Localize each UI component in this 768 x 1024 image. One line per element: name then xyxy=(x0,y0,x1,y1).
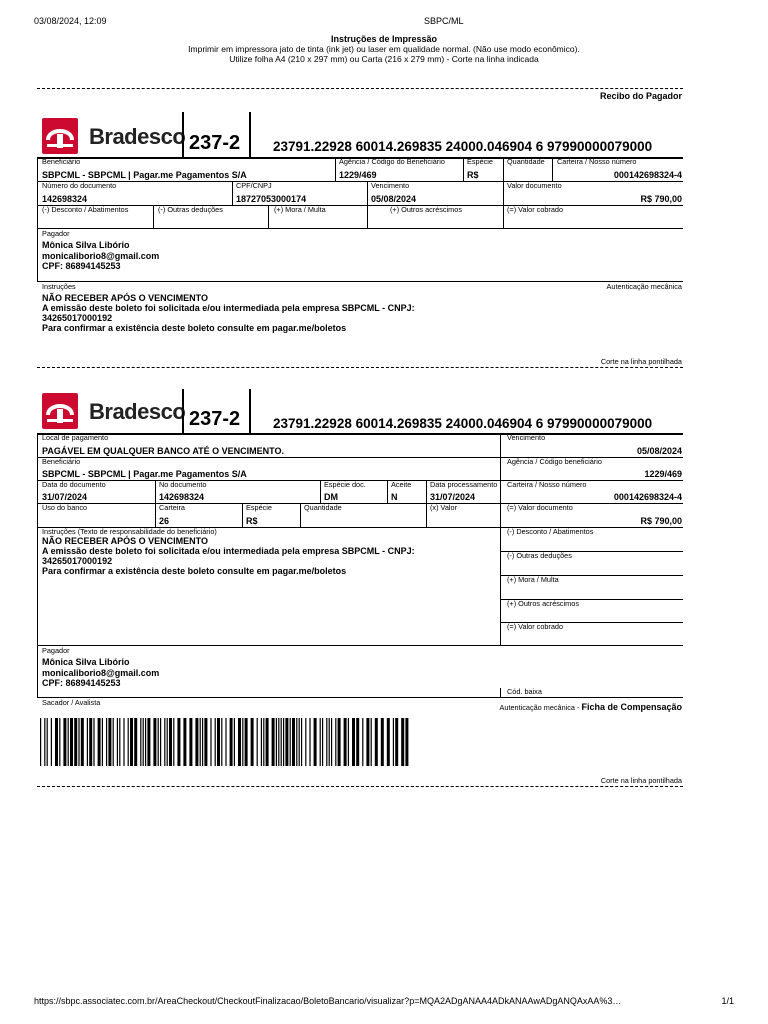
page-number: 1/1 xyxy=(721,996,734,1006)
instructions-title: Instruções de Impressão xyxy=(330,34,438,44)
label-uso-banco: Uso do banco xyxy=(42,503,88,512)
label-num-doc: No documento xyxy=(159,480,207,489)
instructions-line-2: Utilize folha A4 (210 x 297 mm) ou Carta (216 x 279 mm) - Corte na linha indicada xyxy=(229,54,539,64)
label-outros-acrescimos: (+) Outros acréscimos xyxy=(390,205,462,214)
value-vencimento: 05/08/2024 xyxy=(371,194,417,204)
value-local-pagamento: PAGÁVEL EM QUALQUER BANCO ATÉ O VENCIMENTO. xyxy=(42,446,285,456)
cut-label-1: Corte na linha pontilhada xyxy=(600,357,682,366)
label-instrucoes-2: Instruções (Texto de responsabilidade do beneficiário) xyxy=(42,527,217,536)
instruction-2-line-3: 34265017000192 xyxy=(42,556,113,566)
pagador-email-2: monicaliborio8@gmail.com xyxy=(42,668,160,678)
value-valor-doc: R$ 790,00 xyxy=(640,194,682,204)
label-cpf-cnpj: CPF/CNPJ xyxy=(236,181,272,190)
page-url: https://sbpc.associatec.com.br/AreaCheckout/CheckoutFinalizacao/BoletoBancario/visualizar?p=MQA2ADgANAA4ADkANAAwADgANQAxAA%3… xyxy=(34,996,622,1006)
cut-label-2: Corte na linha pontilhada xyxy=(600,776,682,785)
bank-code: 237-2 xyxy=(189,132,241,154)
value-especie-doc: DM xyxy=(324,492,338,502)
pagador-name-2: Mônica Silva Libório xyxy=(42,657,130,667)
label-vencimento: Vencimento xyxy=(371,181,410,190)
value-numero-doc: 142698324 xyxy=(42,194,88,204)
label-especie-2: Espécie xyxy=(246,503,272,512)
value-valor-doc-2: R$ 790,00 xyxy=(640,516,682,526)
label-outros-acrescimos-2: (+) Outros acréscimos xyxy=(507,599,579,608)
label-outras-deducoes-2: (-) Outras deduções xyxy=(507,551,572,560)
instruction-2-line-1: NÃO RECEBER APÓS O VENCIMENTO xyxy=(42,536,209,546)
label-numero-doc: Número do documento xyxy=(42,181,117,190)
bank-code-2: 237-2 xyxy=(189,408,241,430)
print-page-title: SBPC/ML xyxy=(424,16,464,26)
value-num-doc: 142698324 xyxy=(159,492,205,502)
label-agencia: Agência / Código do Beneficiário xyxy=(339,157,445,166)
cut-line-2 xyxy=(37,786,683,787)
digitable-line: 23791.22928 60014.269835 24000.046904 6 97990000079000 xyxy=(273,139,653,154)
label-beneficiario: Beneficiário xyxy=(42,157,81,166)
label-carteira-nosso-2: Carteira / Nosso número xyxy=(507,480,587,489)
label-autenticacao: Autenticação mecânica xyxy=(606,282,682,291)
label-mora: (+) Mora / Multa xyxy=(274,205,326,214)
label-especie-doc: Espécie doc. xyxy=(324,480,366,489)
label-especie: Espécie xyxy=(467,157,493,166)
value-carteira-nosso-2: 000142698324-4 xyxy=(613,492,682,502)
label-pagador-2: Pagador xyxy=(42,646,70,655)
pagador-name: Mônica Silva Libório xyxy=(42,240,130,250)
label-carteira: Carteira xyxy=(159,503,185,512)
value-especie-2: R$ xyxy=(246,516,258,526)
value-agencia: 1229/469 xyxy=(339,170,377,180)
value-agencia-2: 1229/469 xyxy=(644,469,682,479)
instruction-2-line-2: A emissão deste boleto foi solicitada e/ou intermediada pela empresa SBPCML - CNPJ: xyxy=(42,546,415,556)
label-pagador: Pagador xyxy=(42,229,70,238)
label-agencia-2: Agência / Código beneficiário xyxy=(507,457,602,466)
label-beneficiario-2: Beneficiário xyxy=(42,457,81,466)
instruction-2-line-4: Para confirmar a existência deste boleto consulte em pagar.me/boletos xyxy=(42,566,347,576)
label-outras-deducoes: (-) Outras deduções xyxy=(158,205,223,214)
instruction-line-2: A emissão deste boleto foi solicitada e/ou intermediada pela empresa SBPCML - CNPJ: xyxy=(42,303,415,313)
label-valor-cobrado-2: (=) Valor cobrado xyxy=(507,622,564,631)
label-vencimento-2: Vencimento xyxy=(507,433,546,442)
label-quantidade: Quantidade xyxy=(507,157,545,166)
label-desconto-2: (-) Desconto / Abatimentos xyxy=(507,527,594,536)
value-carteira-nosso: 000142698324-4 xyxy=(613,170,682,180)
print-datetime: 03/08/2024, 12:09 xyxy=(34,16,107,26)
label-data-doc: Data do documento xyxy=(42,480,106,489)
label-local-pagamento: Local de pagamento xyxy=(42,433,109,442)
label-data-proc: Data processamento xyxy=(430,480,498,489)
instructions-line-1: Imprimir em impressora jato de tinta (ink jet) ou laser em qualidade normal. (Não use modo econômico). xyxy=(188,44,580,54)
label-valor-doc: Valor documento xyxy=(507,181,562,190)
label-instrucoes: Instruções xyxy=(42,282,76,291)
autenticacao-ficha xyxy=(500,697,682,715)
label-valor-cobrado: (=) Valor cobrado xyxy=(507,205,564,214)
label-ficha-compensacao: Ficha de Compensação xyxy=(581,702,682,712)
value-data-doc: 31/07/2024 xyxy=(42,492,88,502)
label-aceite: Aceite xyxy=(391,480,412,489)
label-valor-doc-2: (=) Valor documento xyxy=(507,503,573,512)
label-mora-2: (+) Mora / Multa xyxy=(507,575,559,584)
label-carteira-nosso: Carteira / Nosso número xyxy=(557,157,637,166)
value-vencimento-2: 05/08/2024 xyxy=(636,446,682,456)
bank-name: Bradesco xyxy=(89,124,186,149)
bank-name-2: Bradesco xyxy=(89,399,186,424)
value-especie: R$ xyxy=(467,170,479,180)
bradesco-logo-icon xyxy=(42,393,78,429)
receipt-title: Recibo do Pagador xyxy=(599,91,682,101)
instruction-line-4: Para confirmar a existência deste boleto consulte em pagar.me/boletos xyxy=(42,323,347,333)
value-beneficiario-2: SBPCML - SBPCML | Pagar.me Pagamentos S/A xyxy=(42,469,247,479)
barcode xyxy=(40,718,410,766)
label-autenticacao-2: Autenticação mecânica - xyxy=(499,703,582,712)
label-cod-baixa: Cód. baixa xyxy=(507,687,542,696)
pagador-cpf-2: CPF: 86894145253 xyxy=(42,678,121,688)
value-aceite: N xyxy=(391,492,398,502)
pagador-email: monicaliborio8@gmail.com xyxy=(42,251,160,261)
instruction-line-3: 34265017000192 xyxy=(42,313,113,323)
value-beneficiario: SBPCML - SBPCML | Pagar.me Pagamentos S/A xyxy=(42,170,247,180)
value-cpf-cnpj: 18727053000174 xyxy=(236,194,307,204)
digitable-line-2: 23791.22928 60014.269835 24000.046904 6 97990000079000 xyxy=(273,416,653,431)
label-desconto: (-) Desconto / Abatimentos xyxy=(42,205,129,214)
label-x-valor: (x) Valor xyxy=(430,503,458,512)
value-carteira: 26 xyxy=(159,516,170,526)
value-data-proc: 31/07/2024 xyxy=(430,492,476,502)
label-quantidade-2: Quantidade xyxy=(304,503,342,512)
instruction-line-1: NÃO RECEBER APÓS O VENCIMENTO xyxy=(42,293,209,303)
pagador-cpf: CPF: 86894145253 xyxy=(42,261,121,271)
label-sacador: Sacador / Avalista xyxy=(42,698,101,707)
